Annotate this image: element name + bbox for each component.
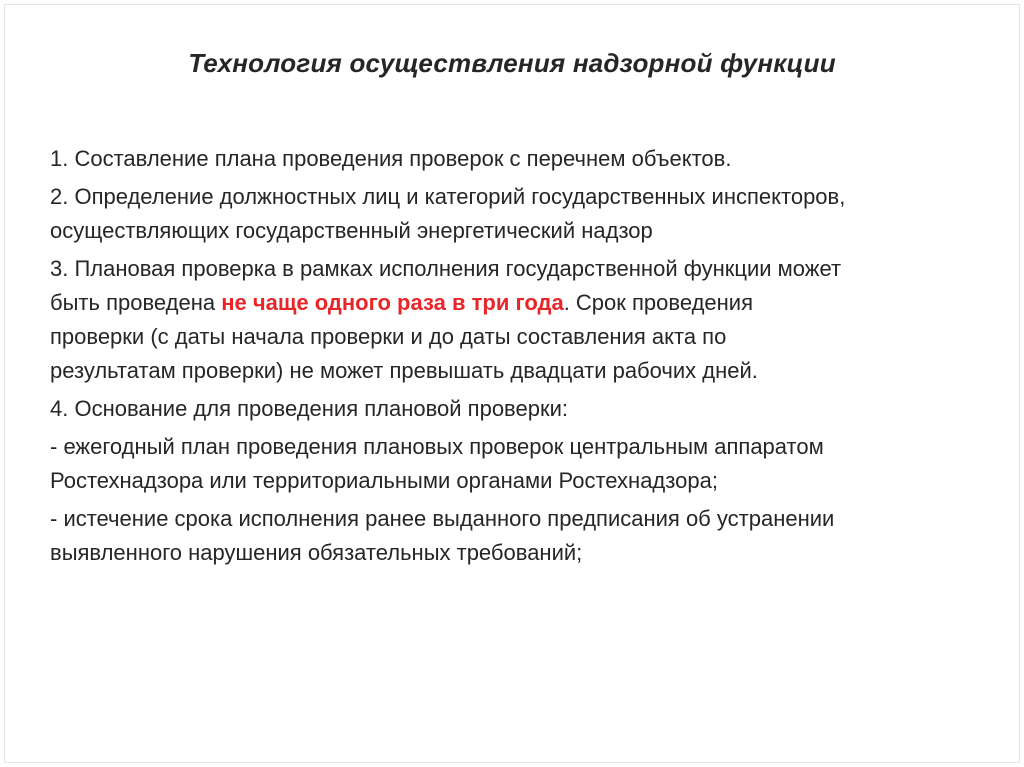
list-item-3-line-1: 3. Плановая проверка в рамках исполнения государственной функции может bbox=[50, 256, 842, 281]
list-item-3-line-2 bbox=[50, 286, 1010, 320]
list-item-2-line-2: осуществляющих государственный энергетический надзор bbox=[50, 218, 653, 243]
highlight-frequency-text: не чаще одного раза в три года bbox=[221, 290, 564, 315]
slide-body bbox=[50, 142, 1010, 574]
list-item-3 bbox=[50, 252, 1010, 388]
list-item-5-line-2: Ростехнадзора или территориальными органами Ростехнадзора; bbox=[50, 468, 718, 493]
list-item-1-line-1: 1. Составление плана проведения проверок с перечнем объектов. bbox=[50, 146, 732, 171]
list-item-6 bbox=[50, 502, 1010, 570]
list-item-5 bbox=[50, 430, 1010, 498]
list-item-2 bbox=[50, 180, 1010, 248]
list-item-6-line-1: - истечение срока исполнения ранее выданного предписания об устранении bbox=[50, 506, 835, 531]
list-item-4 bbox=[50, 392, 1010, 426]
list-item-3-line-4: результатам проверки) не может превышать двадцати рабочих дней. bbox=[50, 358, 758, 383]
list-item-2-line-1: 2. Определение должностных лиц и категорий государственных инспекторов, bbox=[50, 184, 846, 209]
list-item-4-line-1: 4. Основание для проведения плановой проверки: bbox=[50, 396, 568, 421]
list-item-3-text-pre: быть проведена bbox=[50, 290, 222, 315]
list-item-5-line-1: - ежегодный план проведения плановых проверок центральным аппаратом bbox=[50, 434, 824, 459]
list-item-3-text-post: . Срок проведения bbox=[563, 290, 754, 315]
list-item-1 bbox=[50, 142, 1010, 176]
slide-title: Технология осуществления надзорной функции bbox=[188, 48, 836, 78]
list-item-6-line-2: выявленного нарушения обязательных требований; bbox=[50, 540, 583, 565]
list-item-3-line-3: проверки (с даты начала проверки и до даты составления акта по bbox=[50, 324, 727, 349]
